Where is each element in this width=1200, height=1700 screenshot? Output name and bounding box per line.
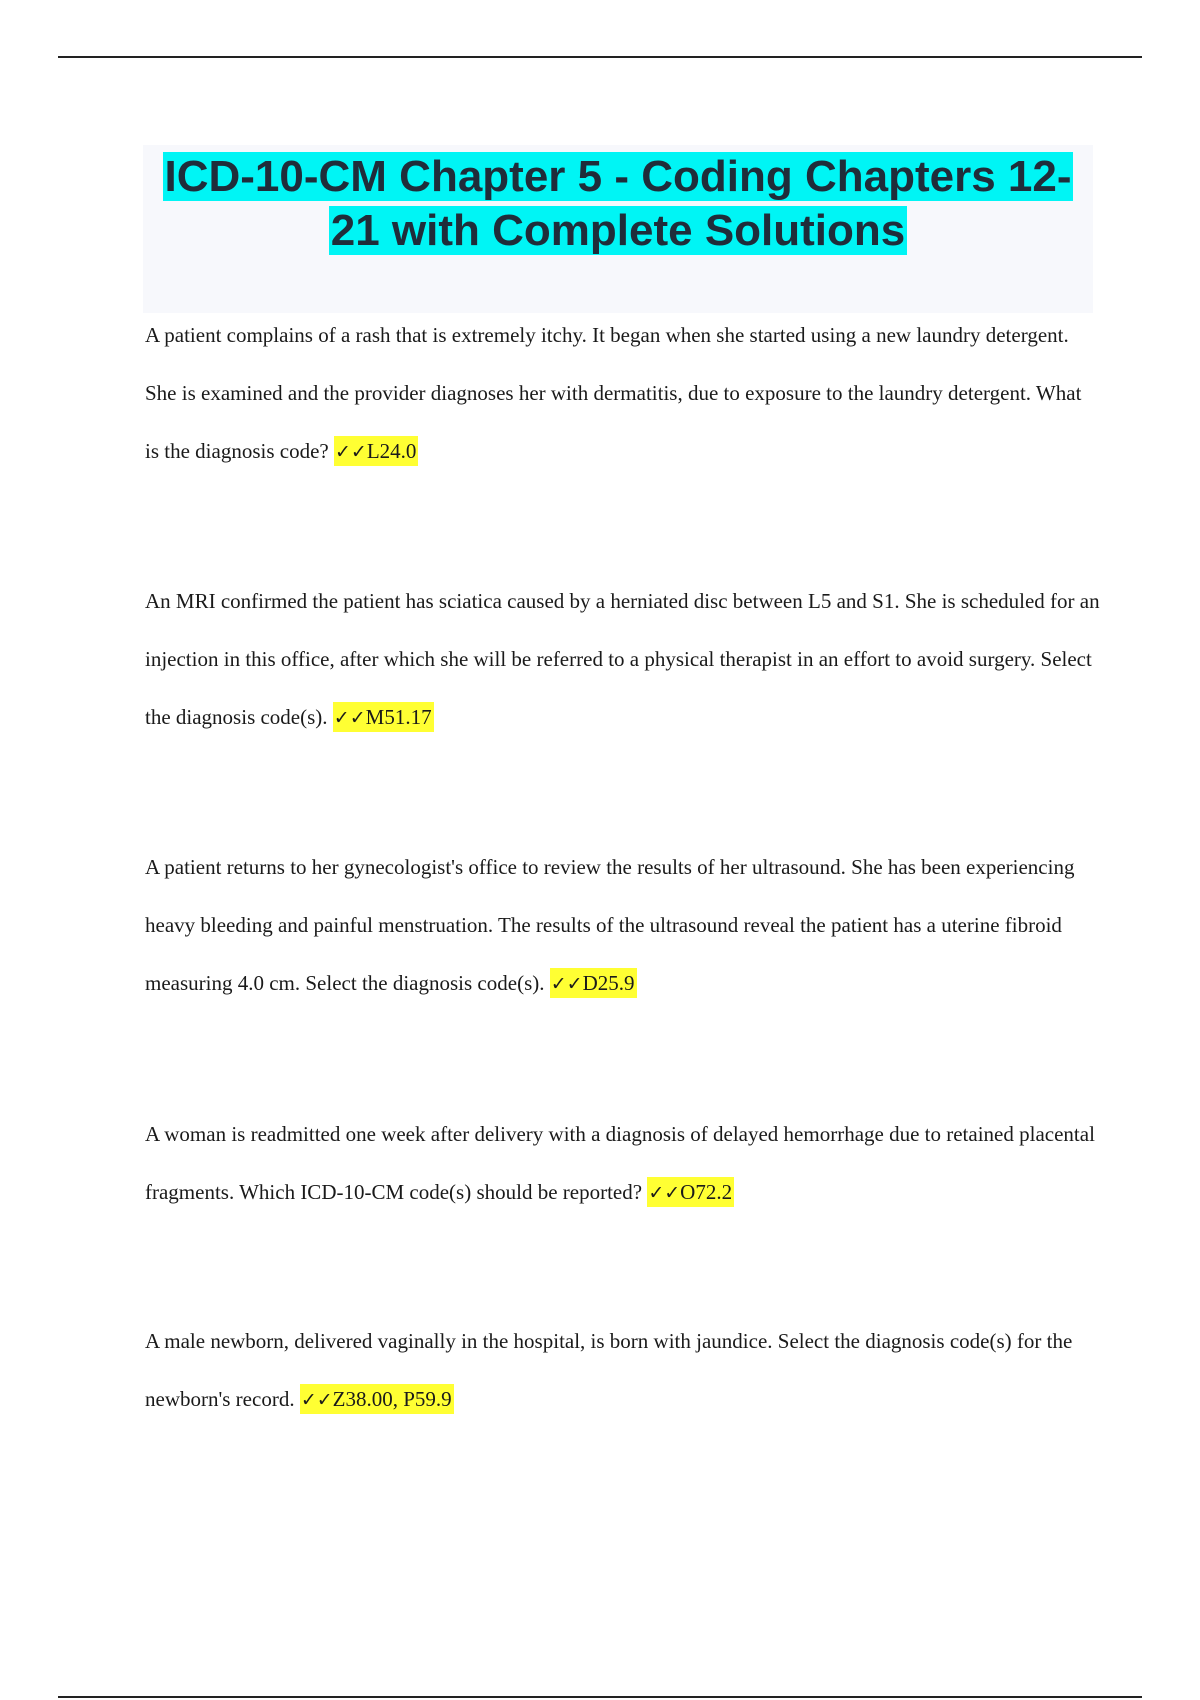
answer-code: L24.0: [366, 439, 417, 463]
question-text: A male newborn, delivered vaginally in the hospital, is born with jaundice. Select the diagnosis code(s) for the newborn's record.: [145, 1329, 1073, 1411]
answer-code: O72.2: [680, 1180, 733, 1204]
document-title: ICD-10-CM Chapter 5 - Coding Chapters 12-21 with Complete Solutions: [164, 152, 1072, 255]
answer-code: D25.9: [582, 971, 635, 995]
check-icon: ✓✓: [334, 441, 367, 463]
question-text: A patient returns to her gynecologist's office to review the results of her ultrasound. She has been experiencing heavy bleeding and painful menstruation. The results of the ultrasound reveal the patient has a uterine fibroid measuring 4.0 cm. Select the diagnosis code(s).: [145, 855, 1075, 995]
answer-highlight: [300, 1384, 454, 1414]
question-list: [145, 306, 1100, 1429]
check-icon: ✓✓: [333, 707, 366, 729]
question-text: A patient complains of a rash that is extremely itchy. It began when she started using a new laundry detergent. She is examined and the provider diagnoses her with dermatitis, due to exposure to the laundry detergent. What is the diagnosis code?: [145, 323, 1082, 463]
question-text: An MRI confirmed the patient has sciatica caused by a herniated disc between L5 and S1. She is scheduled for an injection in this office, after which she will be referred to a physical therapist in an effort to avoid surgery. Select the diagnosis code(s).: [145, 589, 1100, 729]
question-item: [145, 572, 1100, 747]
top-rule: [58, 56, 1142, 58]
check-icon: ✓✓: [550, 973, 583, 995]
answer-highlight: [334, 436, 418, 466]
check-icon: ✓✓: [648, 1182, 681, 1204]
title-block: [143, 145, 1093, 313]
question-item: [145, 1105, 1100, 1222]
bottom-rule: [58, 1696, 1142, 1698]
question-text: A woman is readmitted one week after delivery with a diagnosis of delayed hemorrhage due to retained placental fragments. Which ICD-10-CM code(s) should be reported?: [145, 1122, 1095, 1204]
answer-highlight: [333, 702, 434, 732]
question-item: [145, 838, 1100, 1013]
question-item: [145, 306, 1100, 481]
answer-code: M51.17: [365, 705, 432, 729]
answer-code: Z38.00, P59.9: [332, 1387, 452, 1411]
answer-highlight: [550, 968, 637, 998]
check-icon: ✓✓: [300, 1389, 333, 1411]
answer-highlight: [647, 1177, 734, 1207]
question-item: [145, 1312, 1100, 1429]
